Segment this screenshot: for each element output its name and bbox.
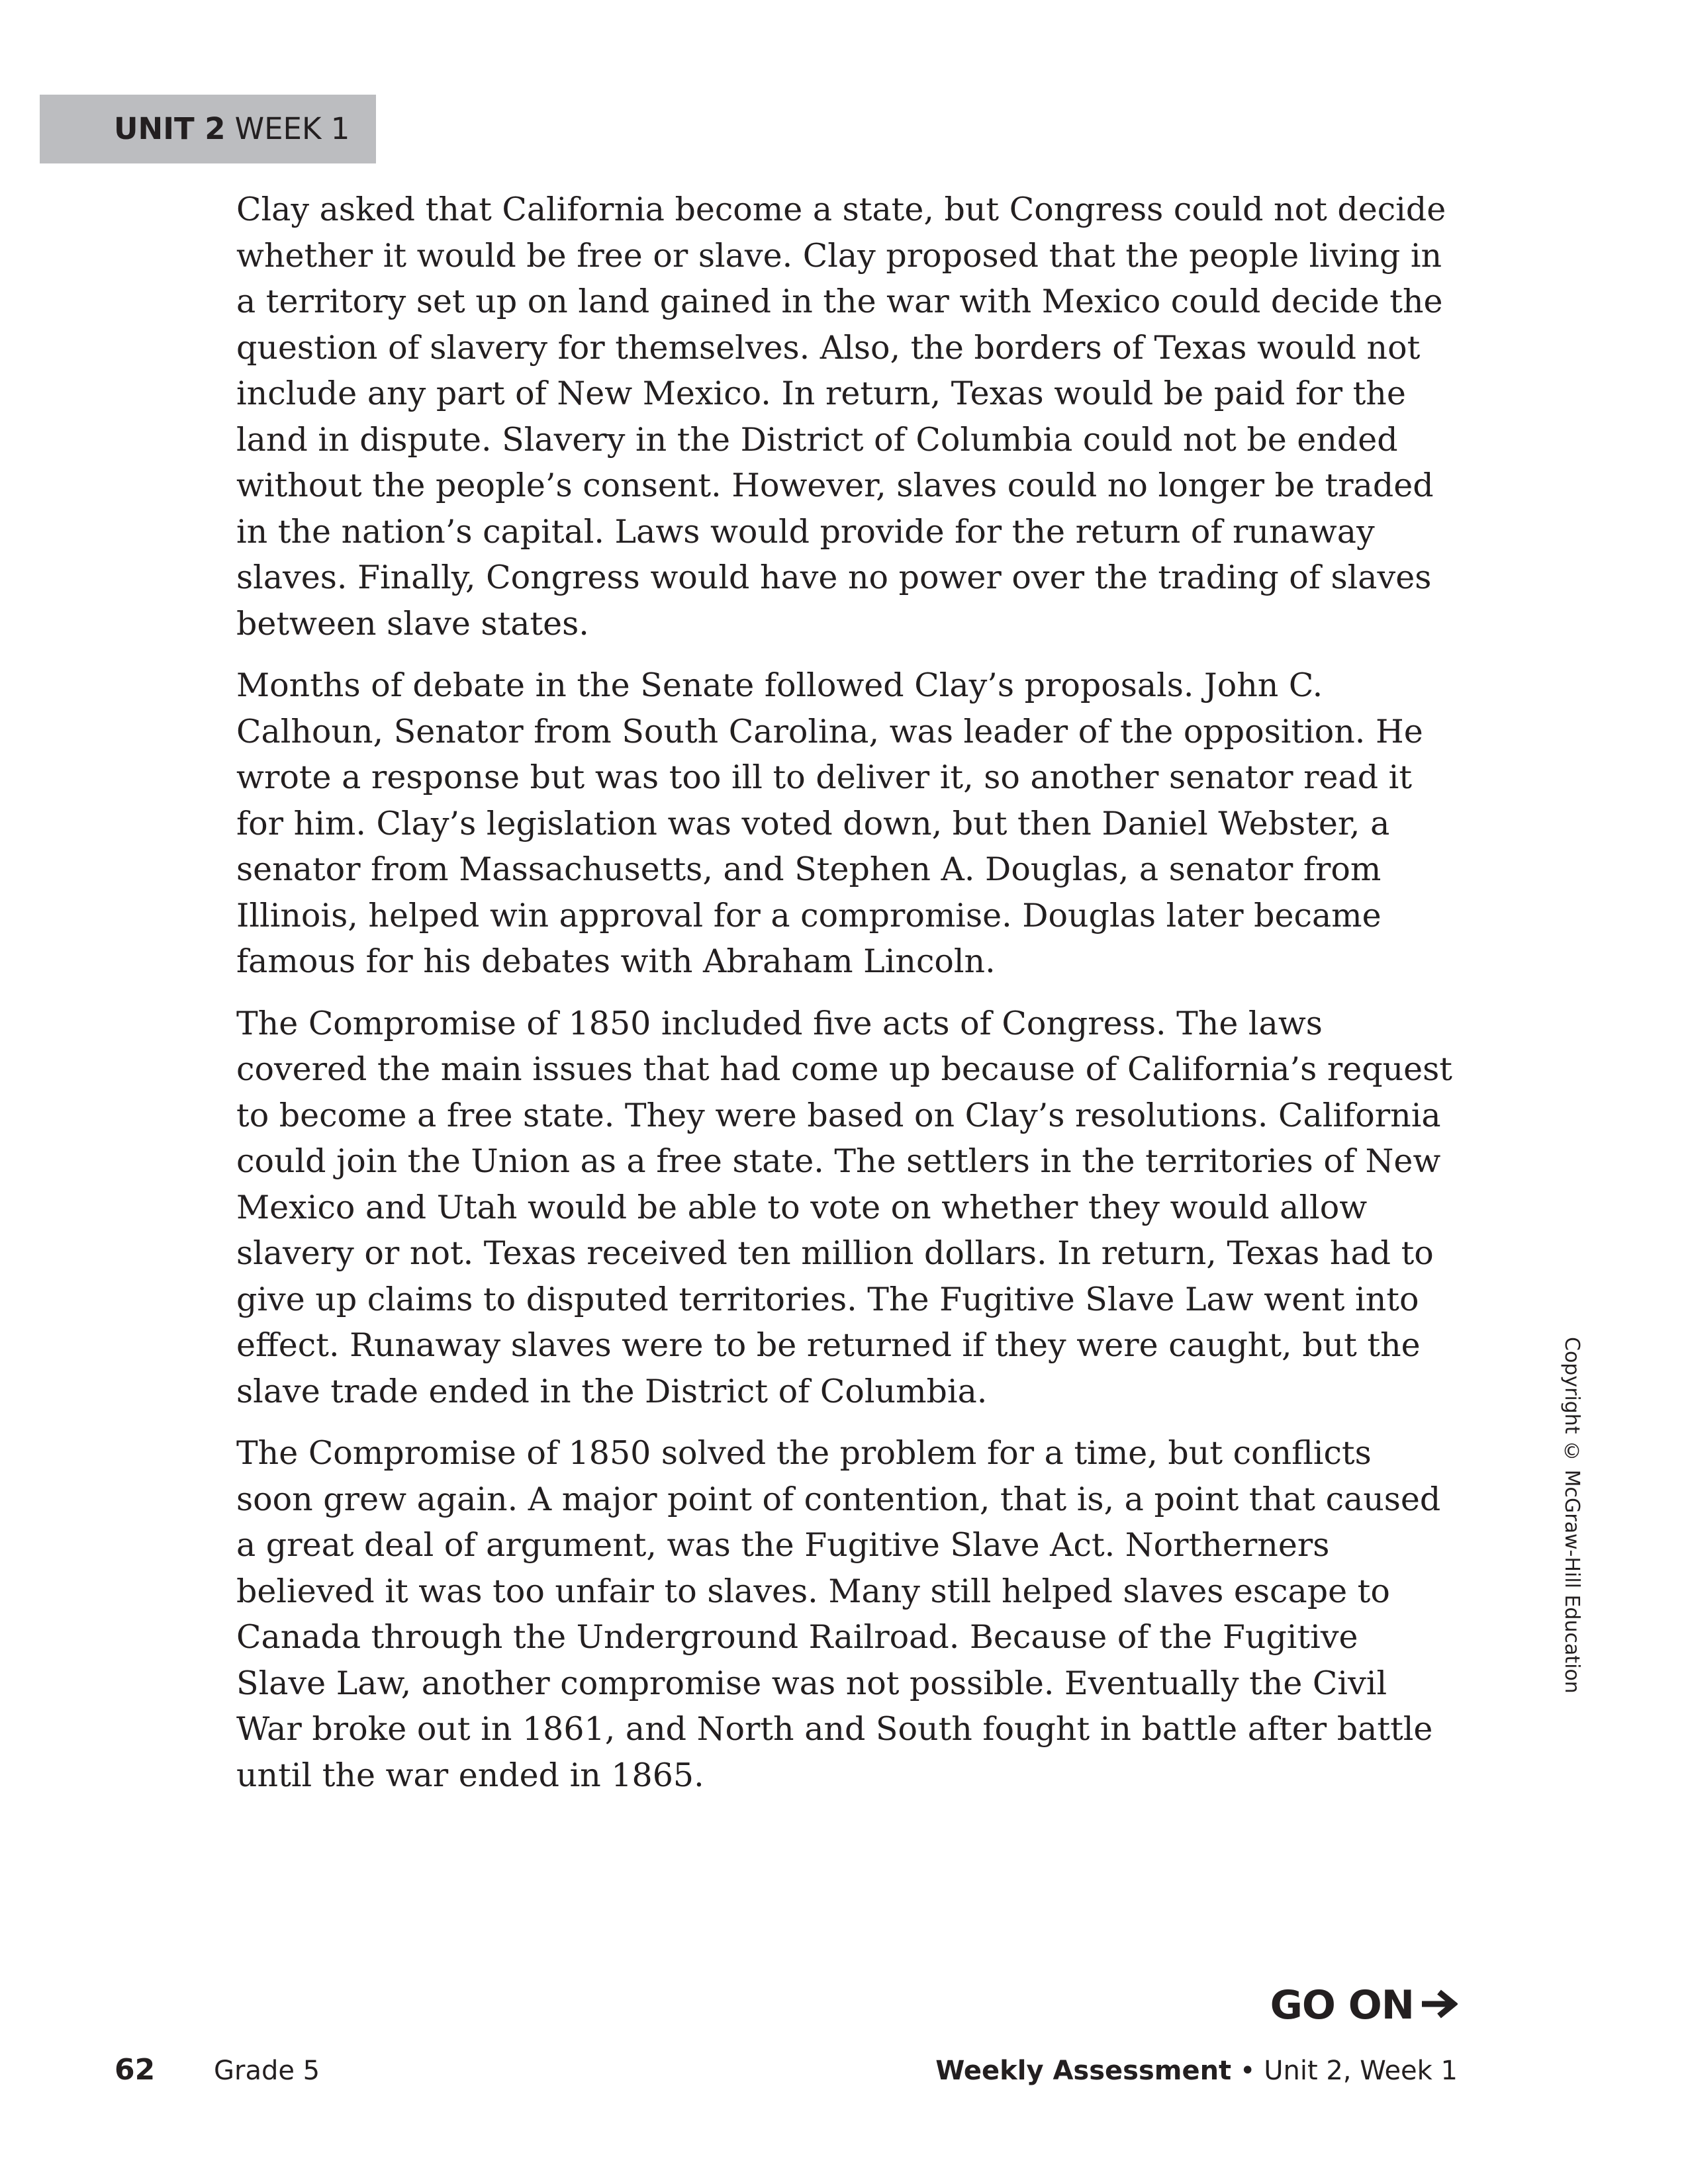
passage-paragraph-4: The Compromise of 1850 solved the problem for a time, but conflicts soon grew again. A major point of contention, that is, a point that caused a great deal of argument, was the Fugitive Slave Act. Northerners believed it was too unfair to slaves. Many still helped slaves escape to Canada through the Underground Railroad. Because of the Fugitive Slave Law, another compromise was not possible. Eventually the Civil War broke out in 1861, and North and South fought in battle after battle until the war ended in 1865. <box>236 1434 1441 1794</box>
reading-passage <box>236 187 1458 1814</box>
footer-separator: • <box>1239 2056 1256 2086</box>
go-on-indicator <box>1270 1982 1458 2028</box>
passage-paragraph-2: Months of debate in the Senate followed Clay’s proposals. John C. Calhoun, Senator from South Carolina, was leader of the opposition. He wrote a response but was too ill to deliver it, so another senator read it for him. Clay’s legislation was voted down, but then Daniel Webster, a senator from Massachusetts, and Stephen A. Douglas, a senator from Illinois, helped win approval for a compromise. Douglas later became famous for his debates with Abraham Lincoln. <box>236 666 1423 980</box>
go-on-label: GO ON <box>1270 1982 1414 2028</box>
unit-label: UNIT 2 <box>114 111 226 146</box>
grade-label: Grade 5 <box>214 2056 320 2086</box>
arrow-right-icon <box>1421 1982 1458 2028</box>
week-label: WEEK 1 <box>234 111 350 146</box>
copyright-notice: Copyright © McGraw-Hill Education <box>1560 1337 1583 1694</box>
passage-paragraph-3: The Compromise of 1850 included five acts of Congress. The laws covered the main issues that had come up because of California’s request to become a free state. They were based on Clay’s resolutions. California could join the Union as a free state. The settlers in the territories of New Mexico and Utah would be able to vote on whether they would allow slavery or not. Texas received ten million dollars. In return, Texas had to give up claims to disputed territories. The Fugitive Slave Law went into effect. Runaway slaves were to be returned if they were caught, but the slave trade ended in the District of Columbia. <box>236 1004 1452 1410</box>
unit-week-footer: Unit 2, Week 1 <box>1264 2056 1458 2086</box>
assessment-footer <box>935 2056 1458 2086</box>
assessment-title: Weekly Assessment <box>935 2056 1232 2086</box>
unit-week-header <box>40 95 376 163</box>
page-number: 62 <box>115 2053 156 2087</box>
passage-paragraph-1: Clay asked that California become a state, but Congress could not decide whether it would be free or slave. Clay proposed that the people living in a territory set up on land gained in the war with Mexico could decide the question of slavery for themselves. Also, the borders of Texas would not include any part of New Mexico. In return, Texas would be paid for the land in dispute. Slavery in the District of Columbia could not be ended without the people’s consent. However, slaves could no longer be traded in the nation’s capital. Laws would provide for the return of runaway slaves. Finally, Congress would have no power over the trading of slaves between slave states. <box>236 191 1446 643</box>
